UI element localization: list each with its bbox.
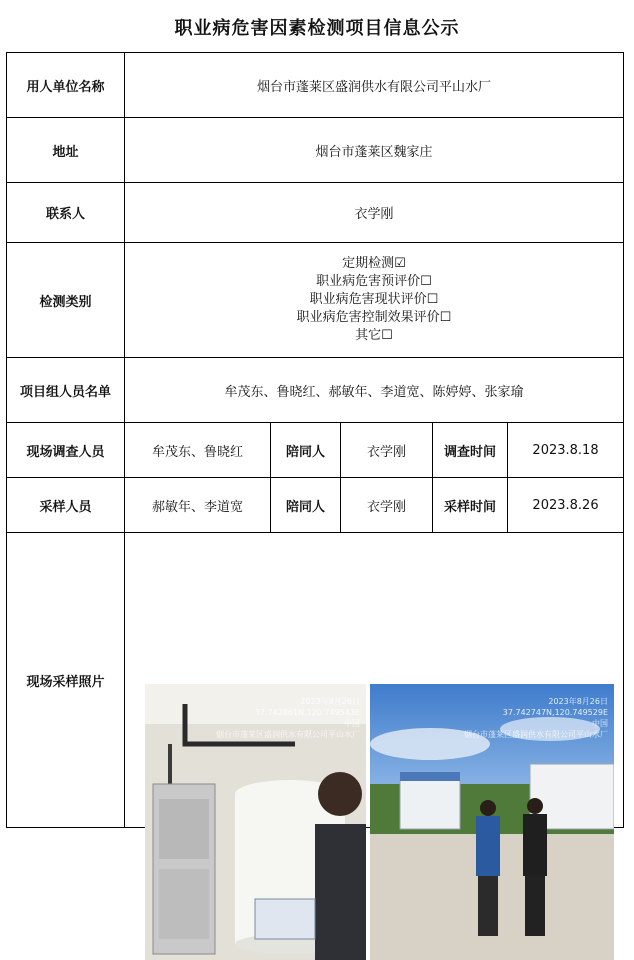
survey-time-label: 调查时间 — [433, 423, 508, 478]
survey-label: 现场调查人员 — [7, 423, 125, 478]
team-label: 项目组人员名单 — [7, 358, 125, 423]
address-label: 地址 — [7, 118, 125, 183]
survey-companion-value: 衣学刚 — [341, 423, 433, 478]
sampling-companion-value: 衣学刚 — [341, 478, 433, 533]
type-list — [125, 243, 624, 358]
row-survey — [7, 423, 624, 478]
row-employer — [7, 53, 624, 118]
survey-value: 牟茂东、鲁晓红 — [125, 423, 271, 478]
row-sampling — [7, 478, 624, 533]
sampling-label: 采样人员 — [7, 478, 125, 533]
type-other: 其它☐ — [355, 328, 393, 343]
sampling-value: 郝敏年、李道宽 — [125, 478, 271, 533]
row-photos — [7, 533, 624, 828]
type-label: 检测类别 — [7, 243, 125, 358]
type-pre-evaluation: 职业病危害预评价☐ — [316, 274, 432, 289]
page-title: 职业病危害因素检测项目信息公示 — [174, 18, 460, 39]
sampling-photo-outdoor — [370, 684, 614, 960]
employer-label: 用人单位名称 — [7, 53, 125, 118]
employer-value: 烟台市蓬莱区盛润供水有限公司平山水厂 — [125, 53, 624, 118]
address-value: 烟台市蓬莱区魏家庄 — [125, 118, 624, 183]
type-status-evaluation: 职业病危害现状评价☐ — [309, 292, 439, 307]
survey-time-value: 2023.8.18 — [508, 423, 624, 478]
team-value: 牟茂东、鲁晓红、郝敏年、李道宽、陈婷婷、张家瑜 — [125, 358, 624, 423]
type-control-evaluation: 职业病危害控制效果评价☐ — [296, 310, 452, 325]
row-contact — [7, 183, 624, 243]
row-address — [7, 118, 624, 183]
sampling-time-label: 采样时间 — [433, 478, 508, 533]
photo-stamp-1: 2023年8月26日 37.742861N,120.749543E 中国 烟台市蓬莱区盛润供水有限公司平山水厂 — [216, 697, 360, 739]
type-periodic: 定期检测☑ — [342, 256, 406, 271]
survey-companion-label: 陪同人 — [271, 423, 341, 478]
sampling-time-value: 2023.8.26 — [508, 478, 624, 533]
contact-value: 衣学刚 — [125, 183, 624, 243]
photo-cell — [125, 533, 624, 828]
row-team — [7, 358, 624, 423]
contact-label: 联系人 — [7, 183, 125, 243]
info-table — [6, 52, 624, 828]
row-type — [7, 243, 624, 358]
photo-stamp-2: 2023年8月26日 37.742747N,120.749529E 中国 烟台市蓬莱区盛润供水有限公司平山水厂 — [464, 697, 608, 739]
sampling-companion-label: 陪同人 — [271, 478, 341, 533]
sampling-photo-indoor — [145, 684, 366, 960]
photo-label: 现场采样照片 — [7, 533, 125, 828]
